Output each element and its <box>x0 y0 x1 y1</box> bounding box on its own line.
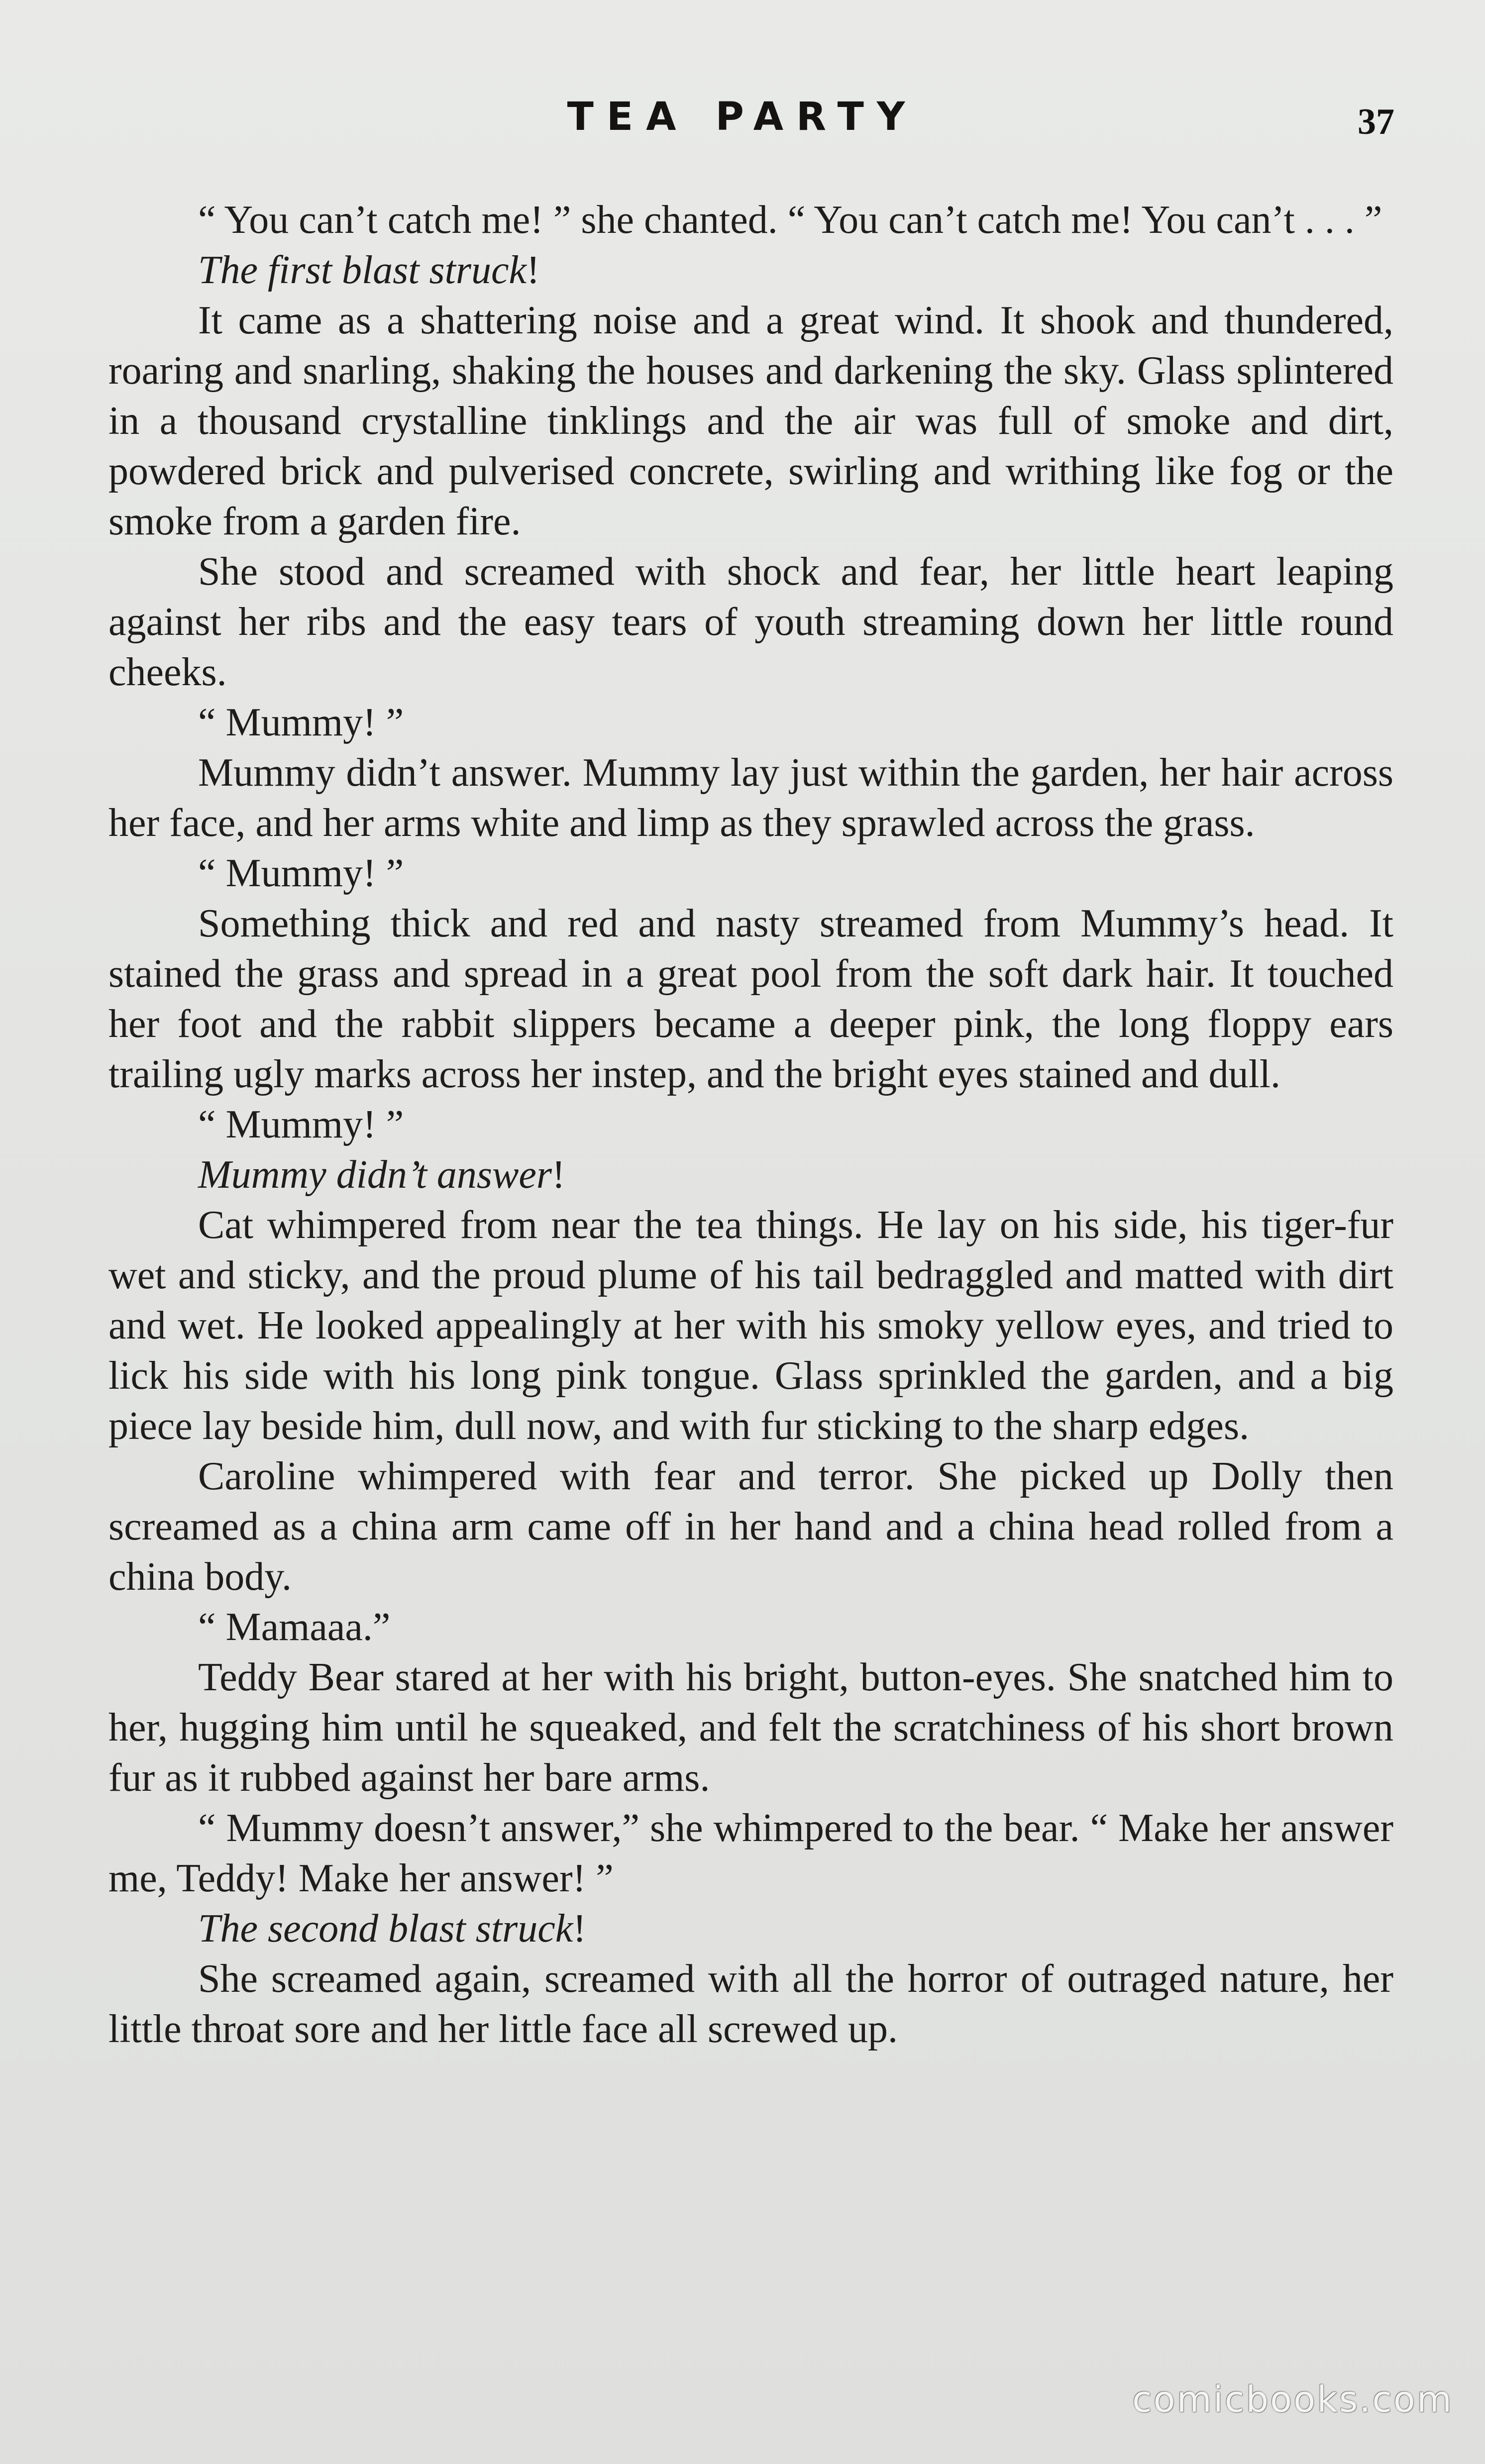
paragraph <box>108 1602 1393 1652</box>
paragraph <box>108 848 1393 899</box>
paragraph-text: She screamed again, screamed with all the horror of outraged nature, her little throat sore and her little face all screwed up. <box>108 1957 1393 2051</box>
paragraph <box>108 1150 1393 1200</box>
paragraph-text: She stood and screamed with shock and fear, her little heart leaping against her ribs and the easy tears of youth streaming down her little round cheeks. <box>108 550 1393 694</box>
paragraph-text: Caroline whimpered with fear and terror. She picked up Dolly then screamed as a china arm came off in her hand and a china head rolled from a china body. <box>108 1454 1393 1599</box>
paragraph <box>108 899 1393 1100</box>
paragraph-text: Something thick and red and nasty streamed from Mummy’s head. It stained the grass and spread in a great pool from the soft dark hair. It touched her foot and the rabbit slippers became a deeper pink, the long floppy ears trailing ugly marks across her instep, and the bright eyes stained and dull. <box>108 902 1393 1096</box>
page-number: 37 <box>1358 102 1394 142</box>
italic-text: The second blast struck <box>198 1907 573 1951</box>
paragraph-text: “ Mummy! ” <box>198 701 404 744</box>
paragraph-text: ! <box>552 1153 565 1197</box>
paragraph-text: Teddy Bear stared at her with his bright, button-eyes. She snatched him to her, hugging him until he squeaked, and felt the scratchiness of his short brown fur as it rubbed against her bare arms. <box>108 1655 1393 1800</box>
paragraph <box>108 1100 1393 1150</box>
paragraph <box>108 296 1393 547</box>
italic-text: Mummy didn’t answer <box>198 1153 552 1197</box>
story-body <box>108 195 1393 2054</box>
paragraph-text: “ Mummy! ” <box>198 851 404 895</box>
paragraph <box>108 547 1393 698</box>
paragraph-text: “ Mummy doesn’t answer,” she whimpered to the bear. “ Make her answer me, Teddy! Make her answer! ” <box>108 1806 1393 1900</box>
paragraph <box>108 245 1393 296</box>
paragraph-text: ! <box>527 248 540 292</box>
paragraph-text: “ Mummy! ” <box>198 1103 404 1146</box>
paragraph <box>108 698 1393 748</box>
paragraph <box>108 1803 1393 1904</box>
paragraph-text: ! <box>573 1907 586 1951</box>
paragraph-text: It came as a shattering noise and a great wind. It shook and thundered, roaring and snarling, shaking the houses and darkening the sky. Glass splintered in a thousand crystalline tinklings and the air was full of smoke and dirt, powdered brick and pulverised concrete, swirling and writhing like fog or the smoke from a garden fire. <box>108 299 1393 543</box>
paragraph <box>108 748 1393 848</box>
paragraph <box>108 1200 1393 1451</box>
paragraph <box>108 1451 1393 1602</box>
paragraph-text: Mummy didn’t answer. Mummy lay just within the garden, her hair across her face, and her arms white and limp as they sprawled across the grass. <box>108 751 1393 845</box>
paragraph <box>108 195 1393 245</box>
running-header-title: TEA PARTY <box>567 95 918 139</box>
paragraph-text: “ You can’t catch me! ” she chanted. “ You can’t catch me! You can’t . . . ” <box>198 198 1382 242</box>
italic-text: The first blast struck <box>198 248 527 292</box>
paragraph <box>108 1954 1393 2054</box>
paragraph-text: Cat whimpered from near the tea things. He lay on his side, his tiger-fur wet and sticky, and the proud plume of his tail bedraggled and matted with dirt and wet. He looked appealingly at her with his smoky yellow eyes, and tried to lick his side with his long pink tongue. Glass sprinkled the garden, and a big piece lay beside him, dull now, and with fur sticking to the sharp edges. <box>108 1203 1393 1448</box>
paragraph <box>108 1652 1393 1803</box>
paragraph <box>108 1904 1393 1954</box>
watermark-text: comicbooks.com <box>1132 2378 1453 2420</box>
paragraph-text: “ Mamaaa.” <box>198 1605 391 1649</box>
